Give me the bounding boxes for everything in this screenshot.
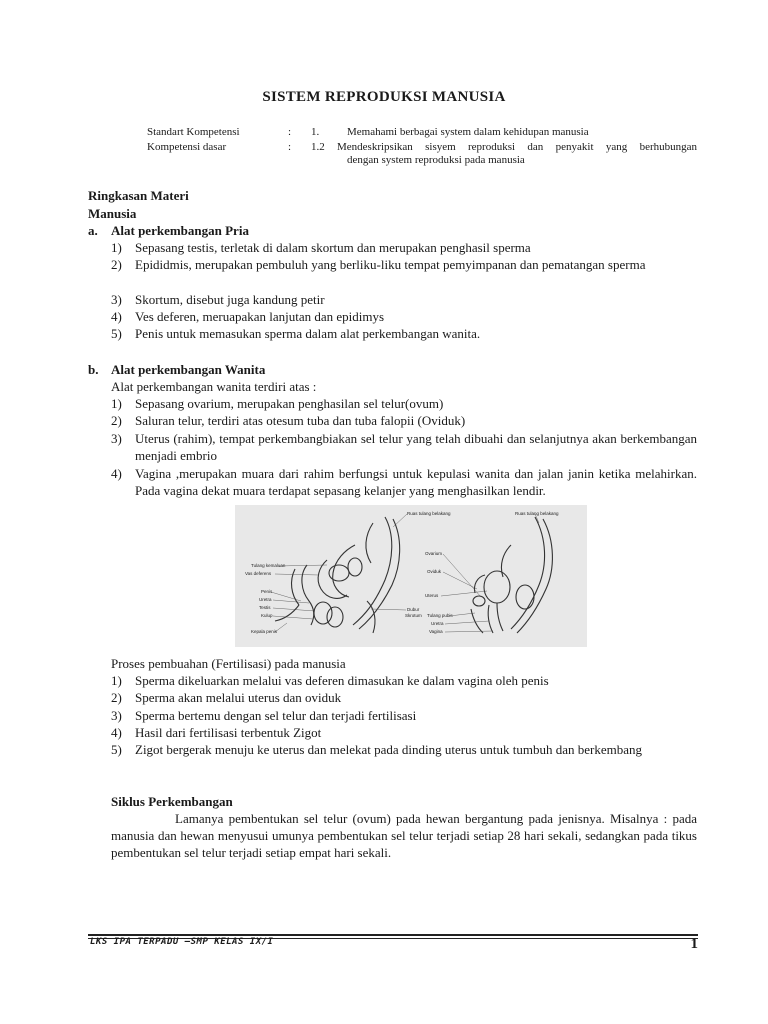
svg-text:Vagina: Vagina — [429, 629, 443, 634]
basic-competency-text-line2: dengan system reproduksi pada manusia — [347, 154, 525, 166]
svg-text:Uretra: Uretra — [259, 597, 272, 602]
standard-competency-text: Memahami berbagai system dalam kehidupan manusia — [347, 126, 589, 138]
fertilization-intro: Proses pembuahan (Fertilisasi) pada manusia — [111, 656, 346, 671]
svg-text:Vas deferens: Vas deferens — [245, 571, 272, 576]
footer-rule — [88, 934, 698, 936]
standard-competency-number: 1. — [311, 126, 320, 138]
standard-competency-colon: : — [288, 126, 292, 138]
standard-competency-label: Standart Kompetensi — [147, 126, 240, 138]
svg-text:Skrotum: Skrotum — [405, 613, 422, 618]
svg-text:Oviduk: Oviduk — [427, 569, 442, 574]
summary-subheading: Manusia — [88, 206, 137, 221]
section-b-title: Alat perkembangan Wanita — [111, 362, 266, 377]
section-a-letter: a. — [88, 223, 98, 238]
section-b-letter: b. — [88, 362, 99, 377]
section-a-title: Alat perkembangan Pria — [111, 223, 249, 238]
svg-text:Kulup: Kulup — [261, 613, 273, 618]
basic-competency-text-line1: Mendeskripsikan sisyem reproduksi dan penyakit yang berhubungan — [337, 141, 697, 153]
footer-text: LKS IPA TERPADU –SMP KELAS IX/I — [90, 937, 274, 947]
basic-competency-colon: : — [288, 141, 292, 153]
svg-text:Uretra: Uretra — [431, 621, 444, 626]
svg-text:Testis: Testis — [259, 605, 271, 610]
svg-text:Tulang kemaluan: Tulang kemaluan — [251, 563, 286, 568]
cycle-paragraph: Lamanya pembentukan sel telur (ovum) pada hewan bergantung pada jenisnya. Misalnya : pada manusia dan hewan menyusui umunya pembentukan sel telur terjadi setiap 28 hari sekali, sedangkan pada tikus pembentukan sel telur terjadi setiap empat hari sekali. — [111, 811, 697, 860]
svg-text:Penis: Penis — [261, 589, 273, 594]
page-number: 1 — [690, 936, 698, 952]
svg-text:Uterus: Uterus — [425, 593, 439, 598]
svg-text:Tulang pubis: Tulang pubis — [427, 613, 453, 618]
reproductive-organs-illustration — [235, 505, 587, 647]
svg-text:Kepala penis: Kepala penis — [251, 629, 278, 634]
svg-text:Ruas tulang belakang: Ruas tulang belakang — [407, 511, 451, 516]
summary-heading: Ringkasan Materi — [88, 188, 189, 203]
page-title: SISTEM REPRODUKSI MANUSIA — [262, 89, 506, 105]
svg-text:Ovarium: Ovarium — [425, 551, 443, 556]
basic-competency-label: Kompetensi dasar — [147, 141, 227, 153]
reproductive-organs-figure — [235, 505, 587, 647]
svg-text:Ruas tulang belakang: Ruas tulang belakang — [515, 511, 559, 516]
basic-competency-number: 1.2 — [311, 141, 325, 153]
section-b-intro: Alat perkembangan wanita terdiri atas : — [111, 379, 317, 394]
svg-text:Dubur: Dubur — [407, 607, 420, 612]
document-page: SISTEM REPRODUKSI MANUSIA Standart Kompetensi : 1. Memahami berbagai system dalam kehidupan manusia Kompetensi dasar : 1.2 Mendeskripsikan sisyem reproduksi dan penyakit yang berhubungan dengan system reproduksi pada manusia Ringkasan Materi Manusia a. Alat perkembangan Pria 1) Sepasang testis, terletak di dalam skortum dan merupakan penghasil sperma 2) Epididmis, merupakan pembuluh yang berliku-liku tempat pemyimpanan dan pematangan sperma 3) Skortum, disebut juga kandung petir 4) Ves deferen, meruapakan lanjutan dan epidimys 5) Penis untuk memasukan sperma dalam alat perkembangan wanita. b. Alat perkembangan Wanita Alat perkembangan wanita terdiri atas : 1) Sepasang ovarium, merupakan penghasilan sel telur(ovum) 2) Saluran telur, terdiri atas otesum tuba dan tuba falopii (Oviduk) 3) Uterus (rahim), tempat perkembangbiakan sel telur yang telah dibuahi dan selanjutnya akan berkembangan menjadi embrio 4) Vagina ,merupakan muara dari rahim berfungsi untuk kepulasi wanita dan jalan janin ketika melahirkan. Pada vagina dekat muara terdapat sepasang kelanjer yang menghasilkan lendir. Ruas tulang belakang Tulang kemaluan Vas deferens Penis Uretra Testis Kulup Kepala penis Dubur Skrotum Ruas tulang belakang Ovarium Oviduk Uterus Tulang pubis Uretra Vagina Proses pembuahan (Fertilisasi) pada manusia 1) Sperma dikeluarkan melalui vas deferen dimasukan ke dalam vagina oleh penis 2) Sperma akan melalui uterus dan oviduk 3) Sperma bertemu dengan sel telur dan terjadi fertilisasi 4) Hasil dari fertilisasi terbentuk Zigot 5) Zigot bergerak menuju ke uterus dan melekat pada dinding uterus untuk tumbuh dan berkembang Siklus Perkembangan Lamanya pembentukan sel telur (ovum) pada hewan bergantung pada jenisnya. Misalnya : pada manusia dan hewan menyusui umunya pembentukan sel telur terjadi setiap 28 hari sekali, sedangkan pada tikus pembentukan sel telur terjadi setiap empat hari sekali. LKS IPA TERPADU –SMP KELAS IX/I 1 — [0, 0, 768, 1024]
cycle-heading: Siklus Perkembangan — [111, 794, 233, 809]
